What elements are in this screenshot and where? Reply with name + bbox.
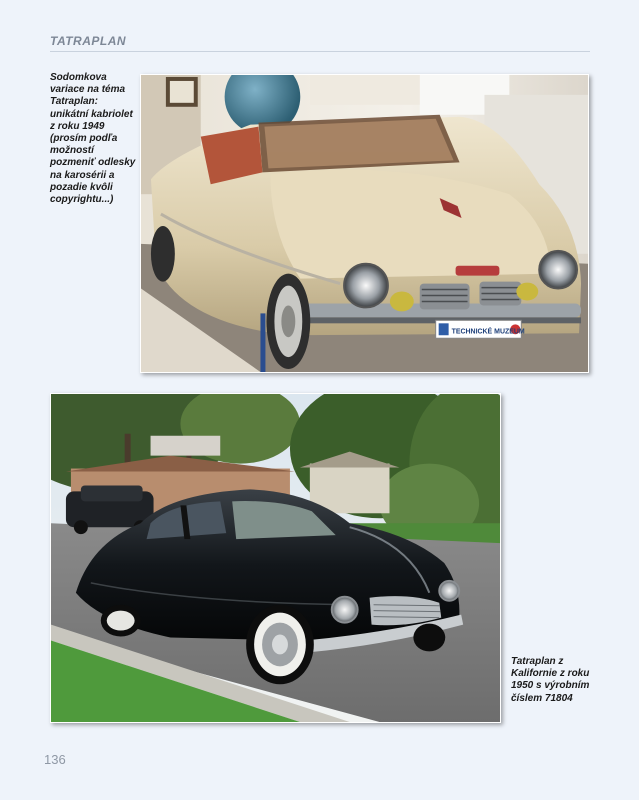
header-divider	[50, 51, 590, 52]
running-header: TATRAPLAN	[50, 34, 127, 48]
page-number: 136	[44, 752, 66, 767]
caption-sedan: Tatraplan z Kalifornie z roku 1950 s výrobním číslem 71804	[511, 656, 590, 704]
photo-black-sedan	[50, 393, 501, 723]
photo-cream-cabriolet	[140, 74, 589, 373]
museum-plate-text: TECHNICKÉ MUZEUM	[451, 328, 525, 336]
caption-cabriolet: Sodomkova variace na téma Tatraplan: unikátní kabriolet z roku 1949 (prosím podľa možností pozmeniť odlesky na karosérii a pozadie kvôli copyrightu...)	[50, 72, 136, 206]
